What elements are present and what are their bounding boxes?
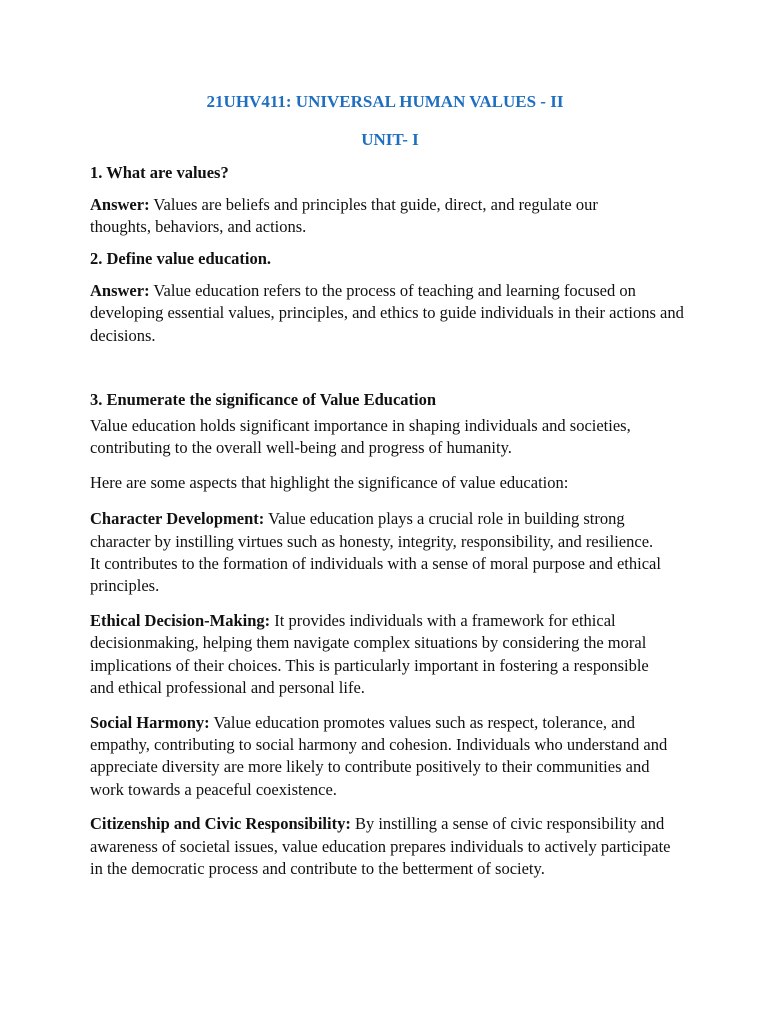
point-heading: Social Harmony:: [90, 712, 210, 732]
answer-1: [90, 194, 645, 239]
point-heading: Citizenship and Civic Responsibility:: [90, 814, 351, 834]
q3-intro: Value education holds significant importance in shaping individuals and societies, contributing to the overall well-being and progress of humanity.: [90, 416, 631, 458]
answer-2: [90, 280, 690, 347]
point-social-harmony: [90, 712, 682, 802]
point-text: It provides individuals with a framework for ethical decisionmaking, helping them navigate complex situations by considering the moral implications of their choices. This is particularly important in fostering a responsible and ethical professional and personal life.: [90, 610, 649, 698]
answer-label: Answer:: [90, 280, 150, 300]
point-citizenship: [90, 813, 685, 880]
point-heading: Ethical Decision-Making:: [90, 610, 271, 630]
q3-lead: Here are some aspects that highlight the significance of value education:: [90, 472, 569, 492]
point-character-development: [90, 508, 665, 598]
question-3: 3. Enumerate the significance of Value Education: [90, 390, 437, 410]
answer-label: Answer:: [90, 195, 150, 214]
document-page: [90, 92, 690, 880]
point-text: Value education plays a crucial role in building strong character by instilling virtues such as honesty, integrity, responsibility, and resilience. It contributes to the formation of individuals with a sense of moral purpose and ethical principles.: [90, 509, 661, 596]
question-2: 2. Define value education.: [90, 248, 272, 268]
answer-text: Values are beliefs and principles that guide, direct, and regulate our thoughts, behaviors, and actions.: [90, 195, 598, 237]
point-text: By instilling a sense of civic responsibility and awareness of societal issues, value education prepares individuals to actively participate in the democratic process and contribute to the betterment of society.: [90, 814, 671, 878]
unit-heading: UNIT- I: [361, 130, 419, 149]
point-heading: Character Development:: [90, 509, 265, 529]
point-text: Value education promotes values such as respect, tolerance, and empathy, contributing to social harmony and cohesion. Individuals who understand and appreciate diversity are more likely to contribute positively to their communities and work towards a peaceful coexistence.: [90, 712, 668, 799]
point-ethical-decision-making: [90, 610, 655, 700]
document-title: 21UHV411: UNIVERSAL HUMAN VALUES - II: [206, 92, 564, 111]
answer-text: Value education refers to the process of teaching and learning focused on developing essential values, principles, and ethics to guide individuals in their actions and decisions.: [90, 280, 684, 345]
question-1: 1. What are values?: [90, 163, 229, 182]
